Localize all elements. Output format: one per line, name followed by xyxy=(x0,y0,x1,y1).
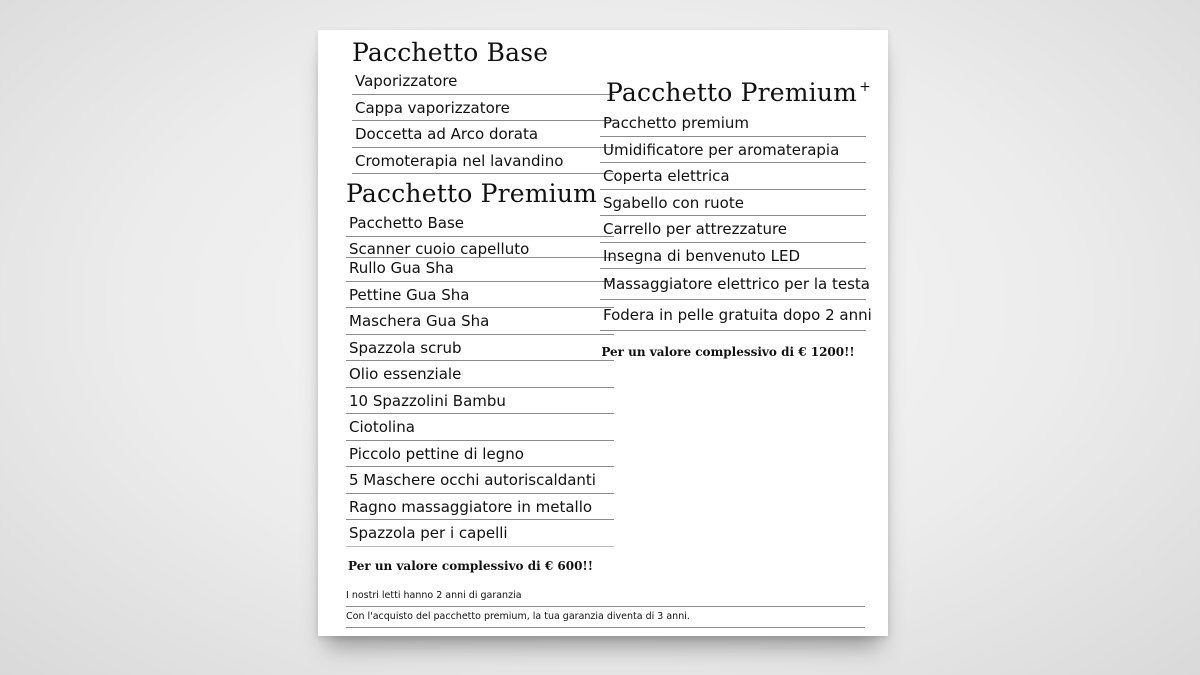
list-item: Rullo Gua Sha xyxy=(346,258,614,282)
list-item: 10 Spazzolini Bambu xyxy=(346,388,614,415)
list-item: Pacchetto Base xyxy=(346,210,614,237)
list-item: Scanner cuoio capelluto xyxy=(346,237,614,258)
list-item: 5 Maschere occhi autoriscaldanti xyxy=(346,467,614,494)
list-item: Sgabello con ruote xyxy=(600,190,866,217)
list-item: Maschera Gua Sha xyxy=(346,308,614,335)
list-item: Fodera in pelle gratuita dopo 2 anni xyxy=(600,300,866,331)
list-item: Vaporizzatore xyxy=(352,68,614,95)
list-item: Ragno massaggiatore in metallo xyxy=(346,494,614,521)
list-item: Olio essenziale xyxy=(346,361,614,388)
premium-plus-title-text: Pacchetto Premium xyxy=(606,78,858,107)
warranty-text: I nostri letti hanno 2 anni di garanzia xyxy=(346,586,865,607)
list-item: Cappa vaporizzatore xyxy=(352,95,614,122)
list-item: Insegna di benvenuto LED xyxy=(600,243,866,270)
list-item: Pettine Gua Sha xyxy=(346,282,614,309)
list-item: Doccetta ad Arco dorata xyxy=(352,121,614,148)
list-item: Spazzola per i capelli xyxy=(346,520,614,547)
base-package-list xyxy=(346,68,614,174)
list-item: Umidificatore per aromaterapia xyxy=(600,137,866,164)
list-item: Coperta elettrica xyxy=(600,163,866,190)
left-column xyxy=(346,38,614,573)
premium-warranty-text: Con l'acquisto del pacchetto premium, la tua garanzia diventa di 3 anni. xyxy=(346,607,865,628)
base-package-title: Pacchetto Base xyxy=(352,38,549,67)
premium-package-list xyxy=(346,210,614,547)
plus-sign: + xyxy=(859,79,872,95)
price-sheet xyxy=(318,30,888,636)
list-item: Pacchetto premium xyxy=(600,110,866,137)
premium-total-value: Per un valore complessivo di € 600!! xyxy=(348,558,593,573)
right-column xyxy=(600,70,872,359)
list-item: Ciotolina xyxy=(346,414,614,441)
premium-plus-title xyxy=(606,70,872,107)
list-item: Spazzola scrub xyxy=(346,335,614,362)
list-item: Piccolo pettine di legno xyxy=(346,441,614,468)
premium-plus-total-value: Per un valore complessivo di € 1200!! xyxy=(601,345,855,359)
premium-package-title: Pacchetto Premium xyxy=(346,179,598,208)
warranty-notes xyxy=(346,586,865,628)
list-item: Cromoterapia nel lavandino xyxy=(352,148,614,175)
premium-plus-list xyxy=(600,110,872,331)
list-item: Massaggiatore elettrico per la testa xyxy=(600,269,866,300)
list-item: Carrello per attrezzature xyxy=(600,216,866,243)
